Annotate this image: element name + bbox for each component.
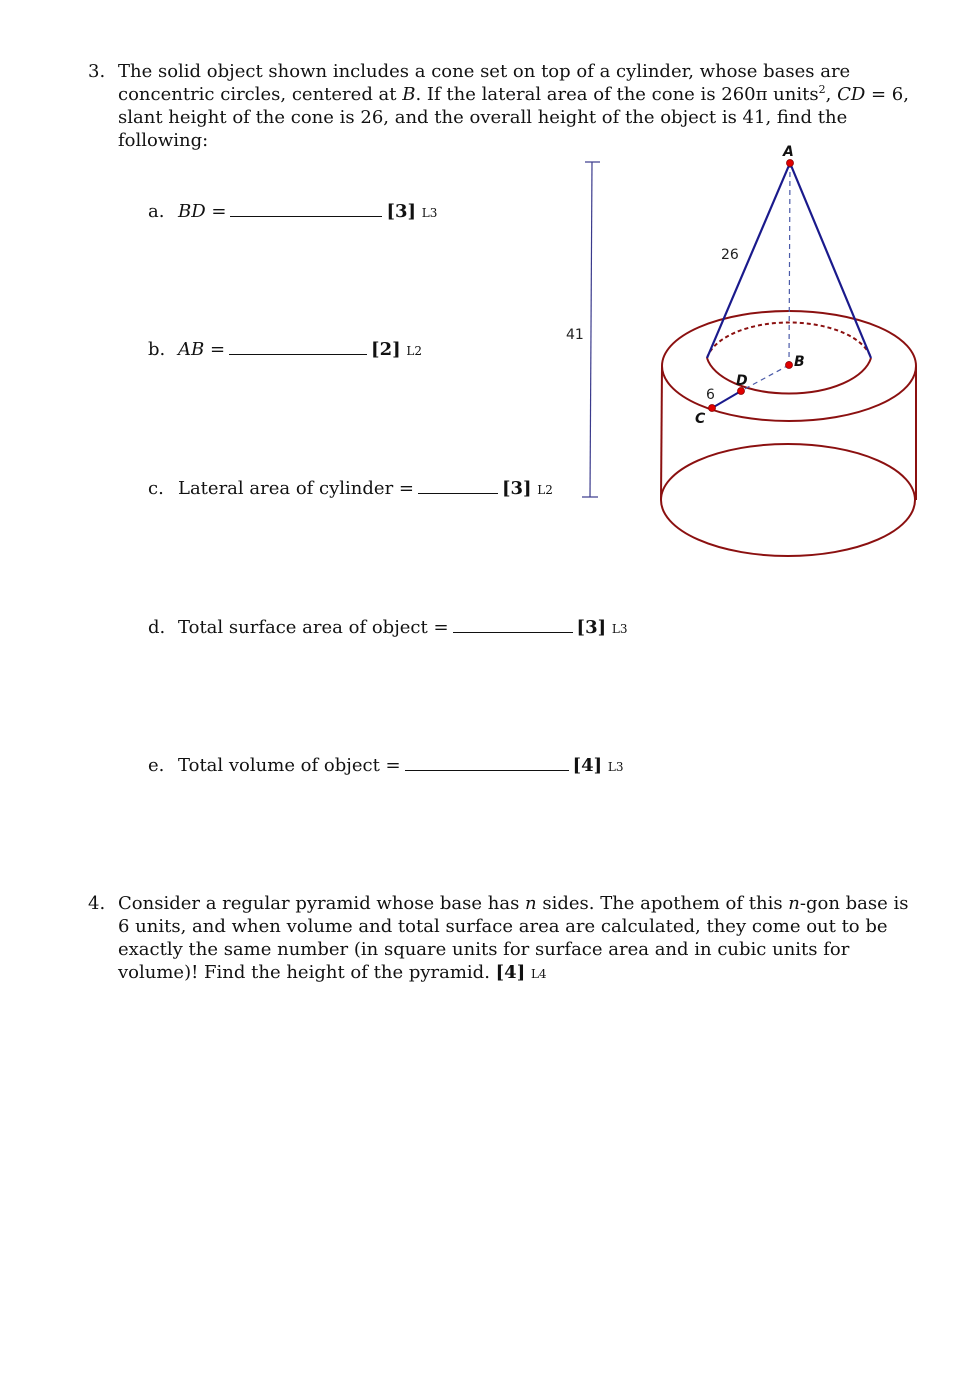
cylinder-bottom-base — [661, 444, 915, 556]
point-C — [709, 405, 716, 412]
cylinder-left-edge — [661, 366, 662, 500]
problem-4-text: Consider a regular pyramid whose base has n sides. The apothem of this n-gon base is 6 units, and when volume and total surface area are calculated, they come out to be exactly the same number (in square units for surface area and in cubic units for volume)! Find the height of the pyramid. [4] L4 — [118, 893, 909, 983]
answer-blank-d[interactable] — [453, 616, 573, 633]
cone-cylinder-figure — [0, 0, 978, 600]
segment-CD — [712, 391, 741, 408]
part-a: a. BD = [3] L3 — [148, 201, 438, 222]
part-c: c. Lateral area of cylinder = [3] L2 — [148, 478, 553, 499]
part-e: e. Total volume of object = [4] L3 — [148, 755, 624, 776]
label-D: D — [736, 373, 748, 389]
slant-label: 26 — [721, 247, 739, 263]
altitude-AB — [789, 163, 790, 365]
problem-4 — [88, 892, 918, 986]
height-label: 41 — [566, 327, 584, 343]
cd-label: 6 — [706, 387, 715, 403]
height-line — [590, 162, 592, 497]
answer-blank-e[interactable] — [405, 754, 569, 771]
part-b: b. AB = [2] L2 — [148, 339, 422, 360]
point-A — [787, 160, 794, 167]
problem-3-text: The solid object shown includes a cone set on top of a cylinder, whose bases are concentric circles, centered at B. If the lateral area of the cone is 260π units$^2$, CD = 6, slant height of the cone is 26, and the overall height of the object is 41, find the following: — [118, 61, 909, 151]
radius-BD — [741, 365, 789, 391]
label-A: A — [783, 144, 794, 160]
problem-3-number: 3. — [88, 61, 106, 82]
problem-4-number: 4. — [88, 893, 106, 914]
label-C: C — [695, 411, 706, 427]
label-B: B — [794, 354, 805, 370]
point-B — [786, 362, 793, 369]
part-d: d. Total surface area of object = [3] L3 — [148, 617, 628, 638]
